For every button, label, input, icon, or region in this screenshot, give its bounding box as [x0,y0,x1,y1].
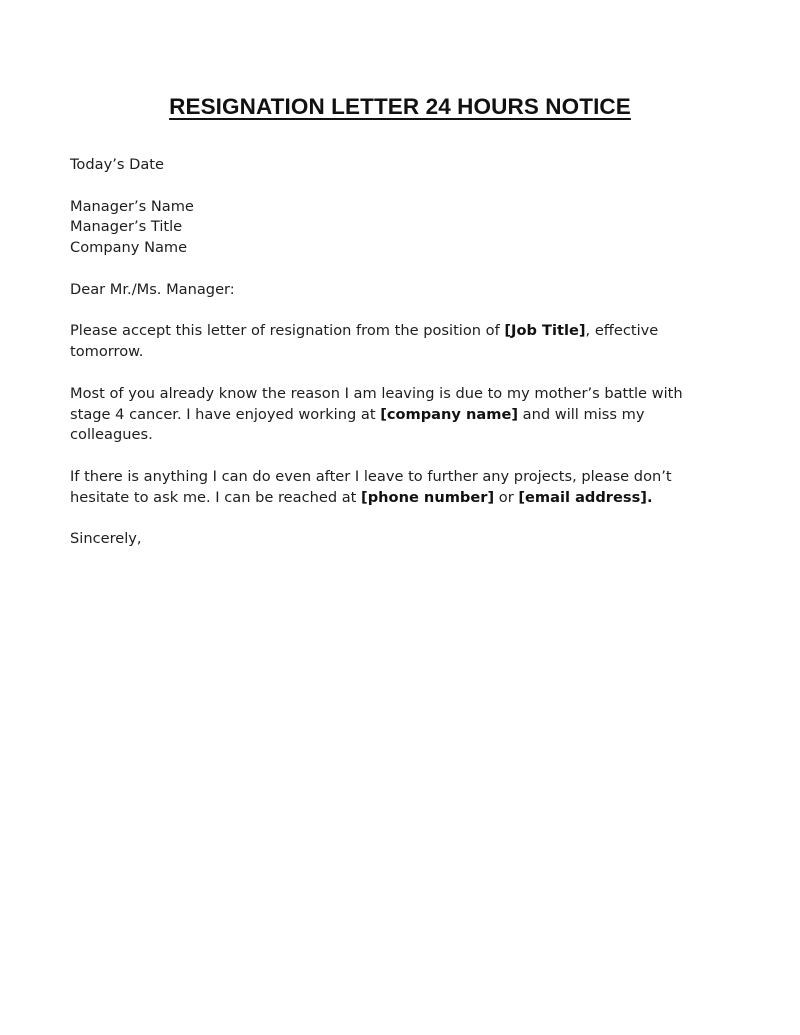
spacer [70,301,730,322]
paragraph-reason-line-2 [70,405,730,426]
date-line: Today’s Date [70,156,164,173]
company-name-placeholder: [company name] [380,405,519,423]
closing: Sincerely, [70,530,142,548]
contact-text-before: hesitate to ask me. I can be reached at [70,488,362,506]
manager-title: Manager’s Title [70,218,183,236]
reason-text-before: stage 4 cancer. I have enjoyed working at [70,405,381,423]
paragraph-reason [70,384,730,446]
resignation-text-before: Please accept this letter of resignation from the position of [70,322,505,340]
paragraph-contact-line-1: If there is anything I can do even after I leave to further any projects, please don’t [70,467,672,485]
phone-number-placeholder: [phone number] [361,488,495,506]
paragraph-contact [70,467,730,509]
paragraph-reason-line-3: colleagues. [70,426,153,444]
resignation-text-after: , effective [585,322,659,340]
paragraph-reason-line-1: Most of you already know the reason I am leaving is due to my mother’s battle with [70,384,683,402]
letter-title: RESIGNATION LETTER 24 HOURS NOTICE [169,94,631,119]
spacer [70,509,730,530]
letter-body [70,155,730,550]
spacer [70,363,730,384]
spacer [70,259,730,280]
spacer [70,446,730,467]
salutation: Dear Mr./Ms. Manager: [70,280,235,298]
email-address-placeholder: [email address]. [518,488,653,506]
paragraph-resignation-line-2: tomorrow. [70,343,144,361]
paragraph-resignation [70,321,730,363]
paragraph-resignation-line-1 [70,321,730,342]
job-title-placeholder: [Job Title] [504,322,586,340]
reason-text-after: and will miss my [518,405,645,423]
manager-name: Manager’s Name [70,197,194,215]
paragraph-contact-line-2 [70,488,730,509]
contact-or-text: or [494,488,519,506]
company-name: Company Name [70,239,188,257]
spacer [70,176,730,197]
